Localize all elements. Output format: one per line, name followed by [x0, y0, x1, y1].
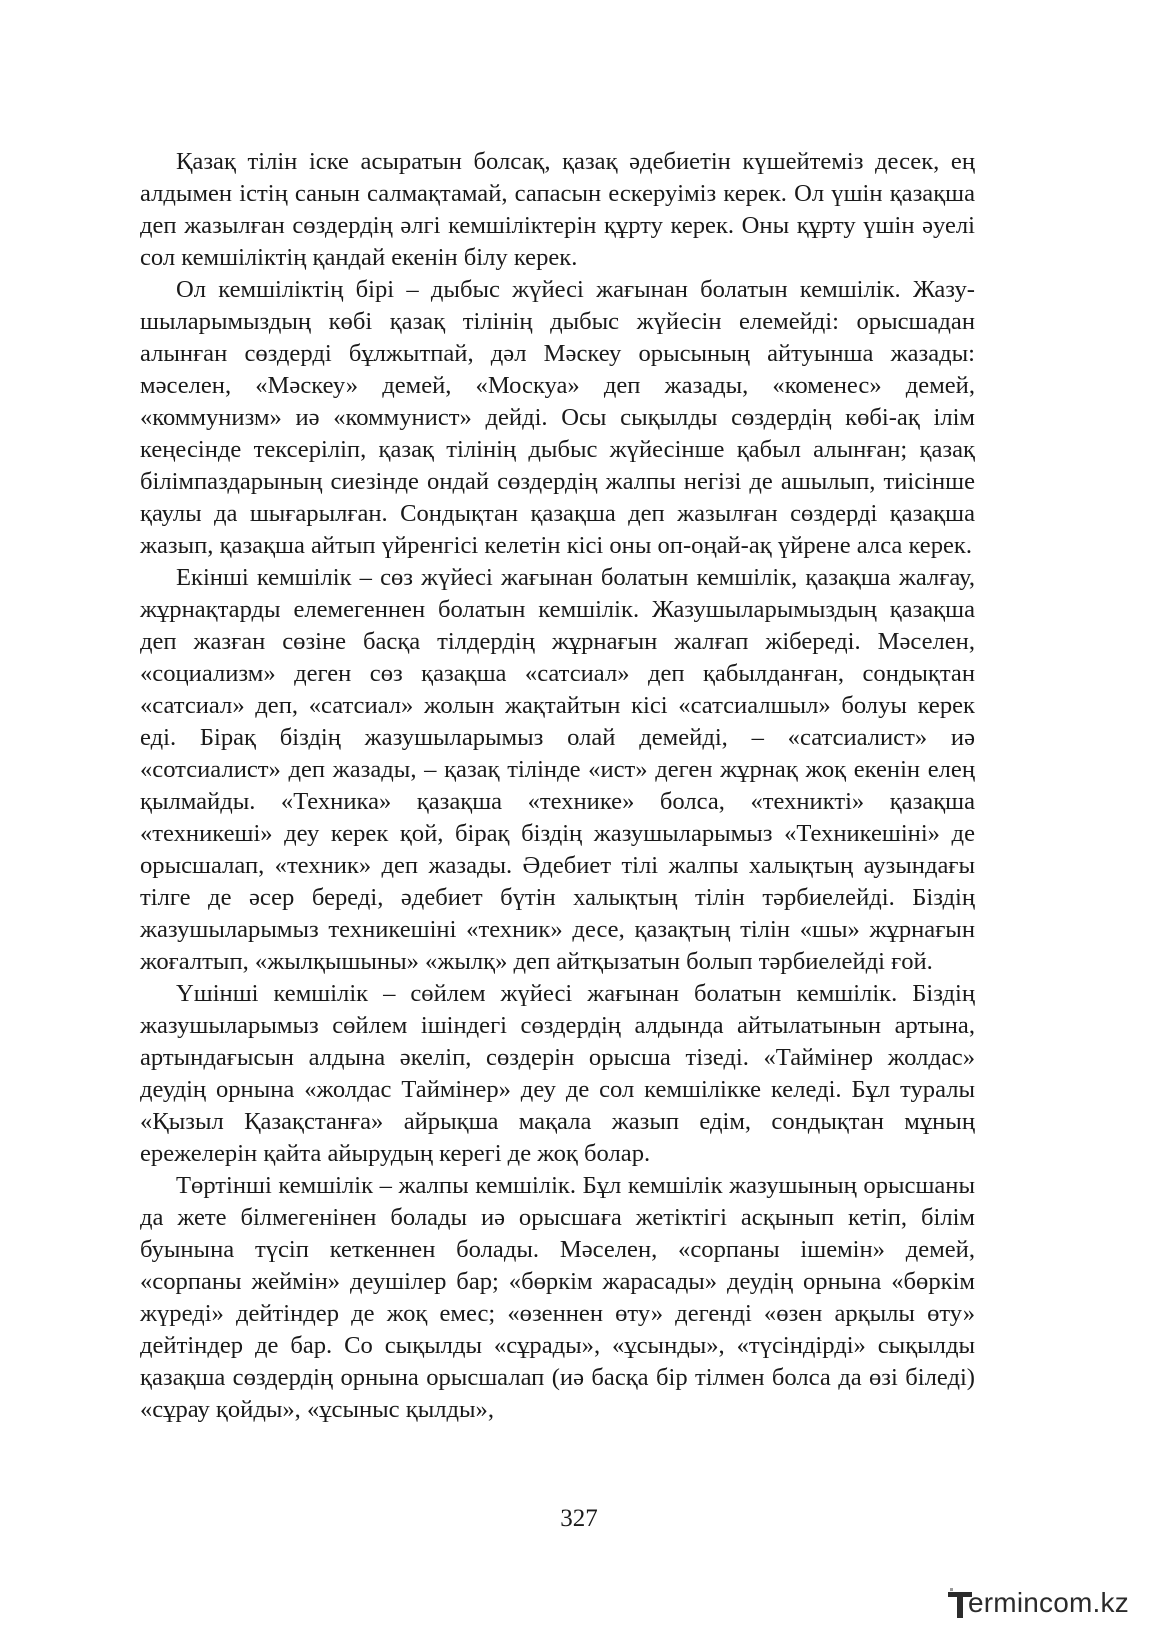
paragraph-1: Қазақ тілін іске асыратын болсақ, қазақ әдебиетін күшейтеміз десек, ең алдымен істің санын салмақтамай, сапасын ескеруіміз керек. Ол үшін қазақша деп жазылған сөздердің әлгі кемшіліктерін құрту керек. Оны құрту үшін әуелі сол кемшіліктің қандай екенін білу керек.: [140, 148, 975, 271]
paragraph-2: Ол кемшіліктің бірі – дыбыс жүйесі жағынан болатын кемшілік. Жазушыларымыздың көбі қазақ тілінің дыбыс жүйесін елемейді: орысшадан алынған сөздерді бұлжытпай, дәл Мәскеу орысының айтуынша жазады: мәселен, «Мәскеу» демей, «Москуа» деп жазады, «коменес» демей, «коммунизм» иә «коммунист» дейді. Осы сықылды сөздердің көбі-ақ ілім кеңесінде тексеріліп, қазақ тілінің дыбыс жүйесінше қабыл алынған; қазақ білімпаздарының сиезінде ондай сөздердің жалпы негізі де ашылып, тиісінше қаулы да шығарылған. Сондықтан қазақша деп жазылған сөздерді қазақша жазып, қазақша айтып үйренгісі келетін кісі оны оп-оңай-ақ үйрене алса керек.: [140, 276, 975, 559]
paragraph-5: Төртінші кемшілік – жалпы кемшілік. Бұл кемшілік жазушының орысшаны да жете білмегенінен болады иә орысшаға жетіктігі асқынып кетіп, білім буынына түсіп кеткеннен болады. Мәселен, «сорпаны ішемін» демей, «сорпаны жеймін» деушілер бар; «бөркім жарасады» деудің орнына «бөркім жүреді» дейтіндер де жоқ емес; «өзеннен өту» дегенді «өзен арқылы өту» дейтіндер де бар. Со сықылды «сұрады», «ұсынды», «түсіндірді» сықылды қазақша сөздердің орнына орысшалап (иә басқа бір тілмен болса да өзі біледі) «сұрау қойды», «ұсыныс қылды»,: [140, 1172, 975, 1423]
paragraph-4: Үшінші кемшілік – сөйлем жүйесі жағынан болатын кемшілік. Біздің жазушыларымыз сөйлем ішіндегі сөздердің алдында айтылатынын артына, артындағысын алдына әкеліп, сөздерін орысша тізеді. «Таймінер жолдас» деудің орнына «жолдас Таймінер» деу де сол кемшілікке келеді. Бұл туралы «Қызыл Қазақстанға» айрықша мақала жазып едім, сондықтан мұның ережелерін қайта айырудың керегі де жоқ болар.: [140, 980, 975, 1167]
page-body: [140, 146, 975, 1426]
page-number: 327: [560, 1505, 598, 1532]
watermark-text: ermincom.kz: [968, 1587, 1129, 1618]
paragraph-3: Екінші кемшілік – сөз жүйесі жағынан болатын кемшілік, қазақша жалғау, жұрнақтарды елемегеннен болатын кемшілік. Жазушыларымыздың қазақша деп жазған сөзіне басқа тілдердің жұрнағын жалғап жібереді. Мәселен, «социализм» деген сөз қазақша «сатсиал» деп қабылданған, сондықтан «сатсиал» деп, «сатсиал» жолын жақтайтын кісі «сатсиалшыл» болуы керек еді. Бірақ біздің жазушыларымыз олай демейді, – «сатсиалист» иә «сотсиалист» деп жазады, – қазақ тілінде «ист» деген жұрнақ жоқ екенін елең қылмайды. «Техника» қазақша «технике» болса, «техникті» қазақша «техникеші» деу керек қой, бірақ біздің жазушыларымыз «Техникешіні» де орысшалап, «техник» деп жазады. Әдебиет тілі жалпы халықтың аузындағы тілге де әсер береді, әдебиет бүтін халықтың тілін тәрбиелейді. Біздің жазушыларымыз техникешіні «техник» десе, қазақтың тілін «шы» жұрнағын жоғалтып, «жылқышыны» «жылқ» деп айтқызатын болып тәрбиелейді ғой.: [140, 564, 975, 975]
